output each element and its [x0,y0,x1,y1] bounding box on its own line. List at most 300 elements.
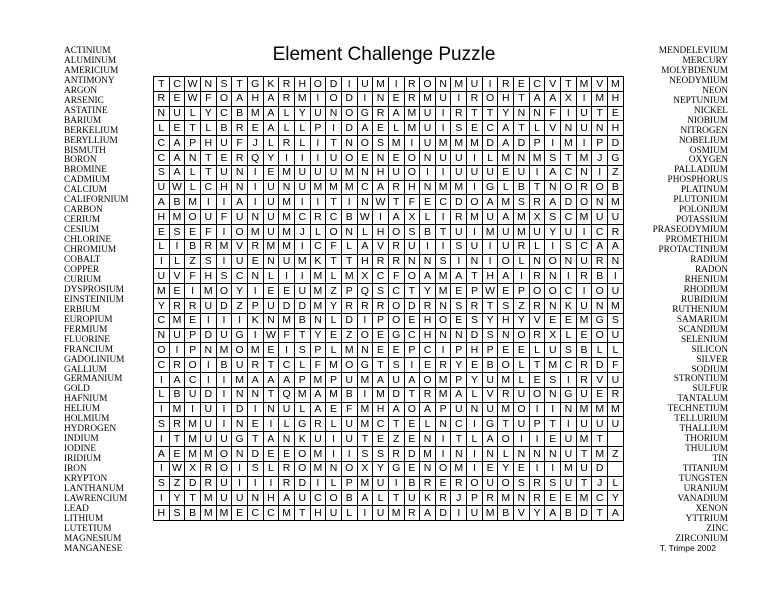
grid-cell[interactable]: I [576,224,592,239]
grid-cell[interactable]: R [608,224,624,239]
grid-cell[interactable]: N [514,446,530,461]
grid-cell[interactable]: B [294,313,310,328]
grid-cell[interactable]: A [451,269,467,284]
grid-cell[interactable]: C [357,180,373,195]
grid-cell[interactable]: E [169,121,185,136]
grid-cell[interactable]: Y [514,313,530,328]
grid-cell[interactable]: F [388,269,404,284]
grid-cell[interactable]: W [169,461,185,476]
grid-cell[interactable]: I [608,269,624,284]
grid-cell[interactable]: O [420,77,436,92]
grid-cell[interactable]: G [232,328,248,343]
grid-cell[interactable]: B [514,180,530,195]
grid-cell[interactable]: T [514,121,530,136]
grid-cell[interactable]: I [514,269,530,284]
grid-cell[interactable]: L [467,387,483,402]
grid-cell[interactable]: M [294,91,310,106]
grid-cell[interactable]: R [154,91,170,106]
grid-cell[interactable]: L [373,491,389,506]
grid-cell[interactable]: U [482,210,498,225]
grid-cell[interactable]: I [294,239,310,254]
grid-cell[interactable]: Y [373,461,389,476]
grid-cell[interactable]: E [279,446,295,461]
grid-cell[interactable]: R [357,298,373,313]
grid-cell[interactable]: I [529,165,545,180]
grid-cell[interactable]: R [169,417,185,432]
grid-cell[interactable]: D [451,195,467,210]
grid-cell[interactable]: T [451,432,467,447]
grid-cell[interactable]: Y [467,372,483,387]
grid-cell[interactable]: E [576,328,592,343]
grid-cell[interactable]: M [185,195,201,210]
grid-cell[interactable]: N [467,402,483,417]
grid-cell[interactable]: J [294,224,310,239]
grid-cell[interactable]: R [451,106,467,121]
grid-cell[interactable]: I [216,372,232,387]
grid-cell[interactable]: U [294,491,310,506]
grid-cell[interactable]: U [373,506,389,521]
grid-cell[interactable]: U [216,476,232,491]
grid-cell[interactable]: A [545,195,561,210]
grid-cell[interactable]: M [326,180,342,195]
grid-cell[interactable]: M [310,298,326,313]
grid-cell[interactable]: R [608,387,624,402]
grid-cell[interactable]: I [467,224,483,239]
grid-cell[interactable]: M [514,224,530,239]
grid-cell[interactable]: O [216,461,232,476]
grid-cell[interactable]: S [451,298,467,313]
grid-cell[interactable]: A [310,387,326,402]
grid-cell[interactable]: S [545,210,561,225]
grid-cell[interactable]: L [357,224,373,239]
grid-cell[interactable]: P [310,343,326,358]
grid-cell[interactable]: C [529,77,545,92]
grid-cell[interactable]: N [420,254,436,269]
grid-cell[interactable]: I [514,432,530,447]
grid-cell[interactable]: U [294,180,310,195]
grid-cell[interactable]: Z [326,284,342,299]
grid-cell[interactable]: L [294,358,310,373]
grid-cell[interactable]: U [420,136,436,151]
grid-cell[interactable]: B [420,224,436,239]
grid-cell[interactable]: D [592,358,608,373]
grid-cell[interactable]: T [529,180,545,195]
grid-cell[interactable]: F [185,269,201,284]
grid-cell[interactable]: T [263,387,279,402]
grid-cell[interactable]: A [498,121,514,136]
grid-cell[interactable]: M [310,461,326,476]
grid-cell[interactable]: R [576,358,592,373]
grid-cell[interactable]: P [529,136,545,151]
grid-cell[interactable]: N [232,387,248,402]
grid-cell[interactable]: M [279,313,295,328]
grid-cell[interactable]: O [435,313,451,328]
grid-cell[interactable]: P [185,343,201,358]
grid-cell[interactable]: R [373,254,389,269]
grid-cell[interactable]: T [388,195,404,210]
grid-cell[interactable]: D [341,91,357,106]
grid-cell[interactable]: E [498,343,514,358]
grid-cell[interactable]: I [216,402,232,417]
grid-cell[interactable]: U [561,476,577,491]
grid-cell[interactable]: T [200,150,216,165]
grid-cell[interactable]: O [561,180,577,195]
grid-cell[interactable]: I [388,476,404,491]
grid-cell[interactable]: D [514,136,530,151]
grid-cell[interactable]: M [592,402,608,417]
grid-cell[interactable]: L [498,180,514,195]
grid-cell[interactable]: F [310,358,326,373]
grid-cell[interactable]: M [294,254,310,269]
grid-cell[interactable]: N [357,343,373,358]
grid-cell[interactable]: I [341,77,357,92]
grid-cell[interactable]: R [232,121,248,136]
grid-cell[interactable]: O [498,476,514,491]
grid-cell[interactable]: Y [498,461,514,476]
grid-cell[interactable]: O [529,387,545,402]
grid-cell[interactable]: O [216,446,232,461]
grid-cell[interactable]: O [216,284,232,299]
grid-cell[interactable]: U [498,239,514,254]
grid-cell[interactable]: S [169,506,185,521]
grid-cell[interactable]: E [357,150,373,165]
grid-cell[interactable]: D [435,506,451,521]
grid-cell[interactable]: N [498,328,514,343]
grid-cell[interactable]: U [310,432,326,447]
grid-cell[interactable]: M [200,284,216,299]
grid-cell[interactable]: Y [326,298,342,313]
grid-cell[interactable]: C [388,284,404,299]
grid-cell[interactable]: L [154,239,170,254]
grid-cell[interactable]: C [154,136,170,151]
grid-cell[interactable]: U [435,91,451,106]
grid-cell[interactable]: M [498,491,514,506]
grid-cell[interactable]: N [232,180,248,195]
grid-cell[interactable]: A [420,402,436,417]
grid-cell[interactable]: B [404,476,420,491]
grid-cell[interactable]: M [435,136,451,151]
grid-cell[interactable]: W [482,284,498,299]
grid-cell[interactable]: H [420,328,436,343]
grid-cell[interactable]: R [529,491,545,506]
grid-cell[interactable]: I [279,150,295,165]
grid-cell[interactable]: M [263,239,279,254]
grid-cell[interactable]: O [294,446,310,461]
grid-cell[interactable]: P [592,136,608,151]
grid-cell[interactable]: R [404,91,420,106]
grid-cell[interactable]: E [279,284,295,299]
grid-cell[interactable]: B [341,387,357,402]
grid-cell[interactable]: A [169,372,185,387]
grid-cell[interactable]: T [592,106,608,121]
grid-cell[interactable]: F [608,358,624,373]
grid-cell[interactable]: T [154,77,170,92]
grid-cell[interactable]: E [326,328,342,343]
grid-cell[interactable]: M [576,491,592,506]
grid-cell[interactable]: D [294,298,310,313]
grid-cell[interactable]: L [294,136,310,151]
grid-cell[interactable]: V [169,269,185,284]
grid-cell[interactable]: E [529,372,545,387]
grid-cell[interactable]: F [404,195,420,210]
grid-cell[interactable]: S [388,358,404,373]
grid-cell[interactable]: U [200,210,216,225]
grid-cell[interactable]: R [451,210,467,225]
grid-cell[interactable]: P [247,298,263,313]
grid-cell[interactable]: O [576,195,592,210]
grid-cell[interactable]: Y [232,284,248,299]
grid-cell[interactable]: Y [310,328,326,343]
grid-cell[interactable]: E [388,343,404,358]
grid-cell[interactable]: N [420,461,436,476]
grid-cell[interactable]: L [279,106,295,121]
grid-cell[interactable]: M [310,372,326,387]
grid-cell[interactable]: A [154,195,170,210]
grid-cell[interactable]: Q [279,387,295,402]
grid-cell[interactable]: M [388,136,404,151]
grid-cell[interactable]: I [169,343,185,358]
grid-cell[interactable]: T [404,284,420,299]
grid-cell[interactable]: E [388,150,404,165]
grid-cell[interactable]: F [200,224,216,239]
grid-cell[interactable]: D [341,313,357,328]
grid-cell[interactable]: W [263,328,279,343]
grid-cell[interactable] [608,461,624,476]
grid-cell[interactable]: I [482,77,498,92]
grid-cell[interactable]: U [232,210,248,225]
grid-cell[interactable]: S [373,446,389,461]
grid-cell[interactable]: I [561,106,577,121]
grid-cell[interactable]: I [247,165,263,180]
grid-cell[interactable]: E [263,446,279,461]
grid-cell[interactable]: V [232,239,248,254]
grid-cell[interactable]: W [357,210,373,225]
grid-cell[interactable]: I [216,254,232,269]
grid-cell[interactable]: M [200,506,216,521]
grid-cell[interactable]: M [169,210,185,225]
grid-cell[interactable]: U [341,417,357,432]
grid-cell[interactable]: R [310,417,326,432]
grid-cell[interactable]: I [545,239,561,254]
grid-cell[interactable]: N [310,313,326,328]
grid-cell[interactable]: N [592,195,608,210]
grid-cell[interactable]: A [263,106,279,121]
grid-cell[interactable]: U [608,417,624,432]
grid-cell[interactable]: R [169,298,185,313]
grid-cell[interactable]: O [154,343,170,358]
grid-cell[interactable]: I [279,343,295,358]
grid-cell[interactable]: E [326,402,342,417]
grid-cell[interactable]: M [498,402,514,417]
grid-cell[interactable]: O [388,224,404,239]
grid-cell[interactable]: H [373,402,389,417]
grid-cell[interactable]: D [200,328,216,343]
grid-cell[interactable]: Z [608,446,624,461]
grid-cell[interactable]: N [200,77,216,92]
grid-cell[interactable]: M [451,77,467,92]
grid-cell[interactable]: U [279,402,295,417]
grid-cell[interactable]: L [529,343,545,358]
grid-cell[interactable]: U [216,491,232,506]
grid-cell[interactable]: R [373,106,389,121]
grid-cell[interactable]: S [404,224,420,239]
grid-cell[interactable]: Y [154,298,170,313]
grid-cell[interactable]: X [357,461,373,476]
grid-cell[interactable]: I [357,387,373,402]
grid-cell[interactable]: R [279,136,295,151]
grid-cell[interactable]: K [310,254,326,269]
grid-cell[interactable]: F [545,106,561,121]
grid-cell[interactable]: C [216,106,232,121]
grid-cell[interactable]: C [310,239,326,254]
grid-cell[interactable]: M [451,136,467,151]
grid-cell[interactable]: Y [169,491,185,506]
grid-cell[interactable]: U [420,121,436,136]
grid-cell[interactable]: U [263,224,279,239]
grid-cell[interactable]: M [498,372,514,387]
grid-cell[interactable]: T [435,224,451,239]
grid-cell[interactable]: L [263,461,279,476]
grid-cell[interactable]: I [200,358,216,373]
grid-cell[interactable]: A [498,210,514,225]
grid-cell[interactable]: E [169,446,185,461]
grid-cell[interactable]: S [435,254,451,269]
grid-cell[interactable]: N [435,328,451,343]
grid-cell[interactable]: I [482,239,498,254]
grid-cell[interactable]: I [154,491,170,506]
grid-cell[interactable]: H [420,313,436,328]
grid-cell[interactable]: E [545,313,561,328]
grid-cell[interactable]: S [451,121,467,136]
grid-cell[interactable]: U [404,239,420,254]
grid-cell[interactable]: H [498,91,514,106]
grid-cell[interactable]: S [200,254,216,269]
grid-cell[interactable]: U [576,298,592,313]
grid-cell[interactable]: T [388,491,404,506]
grid-cell[interactable]: M [216,239,232,254]
grid-cell[interactable]: A [263,91,279,106]
grid-cell[interactable]: A [357,491,373,506]
grid-cell[interactable]: X [357,269,373,284]
grid-cell[interactable]: A [420,506,436,521]
grid-cell[interactable]: C [592,224,608,239]
grid-cell[interactable]: D [326,77,342,92]
grid-cell[interactable]: I [279,269,295,284]
grid-cell[interactable]: I [216,417,232,432]
grid-cell[interactable]: I [482,254,498,269]
grid-cell[interactable]: E [185,224,201,239]
grid-cell[interactable]: N [561,402,577,417]
grid-cell[interactable]: S [169,224,185,239]
grid-cell[interactable]: D [482,136,498,151]
grid-cell[interactable]: I [154,432,170,447]
grid-cell[interactable]: N [514,106,530,121]
grid-cell[interactable]: N [247,387,263,402]
grid-cell[interactable]: J [592,150,608,165]
grid-cell[interactable]: N [404,254,420,269]
grid-cell[interactable]: X [529,210,545,225]
grid-cell[interactable]: I [341,446,357,461]
grid-cell[interactable]: B [592,269,608,284]
grid-cell[interactable]: U [263,298,279,313]
grid-cell[interactable]: M [420,91,436,106]
grid-cell[interactable]: E [404,432,420,447]
grid-cell[interactable]: U [216,328,232,343]
grid-cell[interactable]: R [529,195,545,210]
grid-cell[interactable]: U [608,210,624,225]
grid-cell[interactable]: R [576,372,592,387]
grid-cell[interactable]: L [326,417,342,432]
grid-cell[interactable]: M [357,372,373,387]
grid-cell[interactable]: U [482,165,498,180]
grid-cell[interactable]: M [310,284,326,299]
grid-cell[interactable]: I [357,313,373,328]
grid-cell[interactable]: R [498,387,514,402]
grid-cell[interactable]: F [279,328,295,343]
grid-cell[interactable]: G [561,387,577,402]
grid-cell[interactable]: M [435,387,451,402]
grid-cell[interactable]: A [529,91,545,106]
grid-cell[interactable]: E [561,313,577,328]
grid-cell[interactable]: O [185,210,201,225]
grid-cell[interactable]: R [388,254,404,269]
grid-cell[interactable]: T [247,432,263,447]
grid-cell[interactable]: D [404,298,420,313]
grid-cell[interactable]: N [608,254,624,269]
grid-cell[interactable]: R [388,446,404,461]
grid-cell[interactable]: U [467,506,483,521]
grid-cell[interactable]: I [326,121,342,136]
grid-cell[interactable]: I [200,372,216,387]
grid-cell[interactable]: I [435,165,451,180]
grid-cell[interactable]: E [451,284,467,299]
grid-cell[interactable]: R [529,328,545,343]
grid-cell[interactable]: O [388,298,404,313]
grid-cell[interactable]: E [608,106,624,121]
grid-cell[interactable]: U [294,165,310,180]
grid-cell[interactable]: R [373,298,389,313]
grid-cell[interactable]: T [200,165,216,180]
grid-cell[interactable]: M [341,343,357,358]
grid-cell[interactable]: U [294,284,310,299]
grid-cell[interactable]: U [608,284,624,299]
grid-cell[interactable]: S [294,343,310,358]
grid-cell[interactable]: G [388,328,404,343]
grid-cell[interactable]: M [576,432,592,447]
grid-cell[interactable]: S [216,269,232,284]
grid-cell[interactable]: T [388,417,404,432]
grid-cell[interactable]: E [216,150,232,165]
grid-cell[interactable]: U [263,180,279,195]
grid-cell[interactable]: N [232,446,248,461]
grid-cell[interactable]: T [294,328,310,343]
grid-cell[interactable]: S [154,165,170,180]
grid-cell[interactable]: I [169,239,185,254]
grid-cell[interactable]: U [185,387,201,402]
grid-cell[interactable]: U [451,165,467,180]
grid-cell[interactable]: S [154,476,170,491]
grid-cell[interactable]: A [232,195,248,210]
grid-cell[interactable]: I [451,91,467,106]
grid-cell[interactable]: I [576,284,592,299]
grid-cell[interactable]: O [545,284,561,299]
grid-cell[interactable]: E [435,476,451,491]
grid-cell[interactable]: I [154,461,170,476]
grid-cell[interactable]: G [388,461,404,476]
grid-cell[interactable]: P [341,476,357,491]
grid-cell[interactable]: A [357,239,373,254]
grid-cell[interactable]: I [404,358,420,373]
